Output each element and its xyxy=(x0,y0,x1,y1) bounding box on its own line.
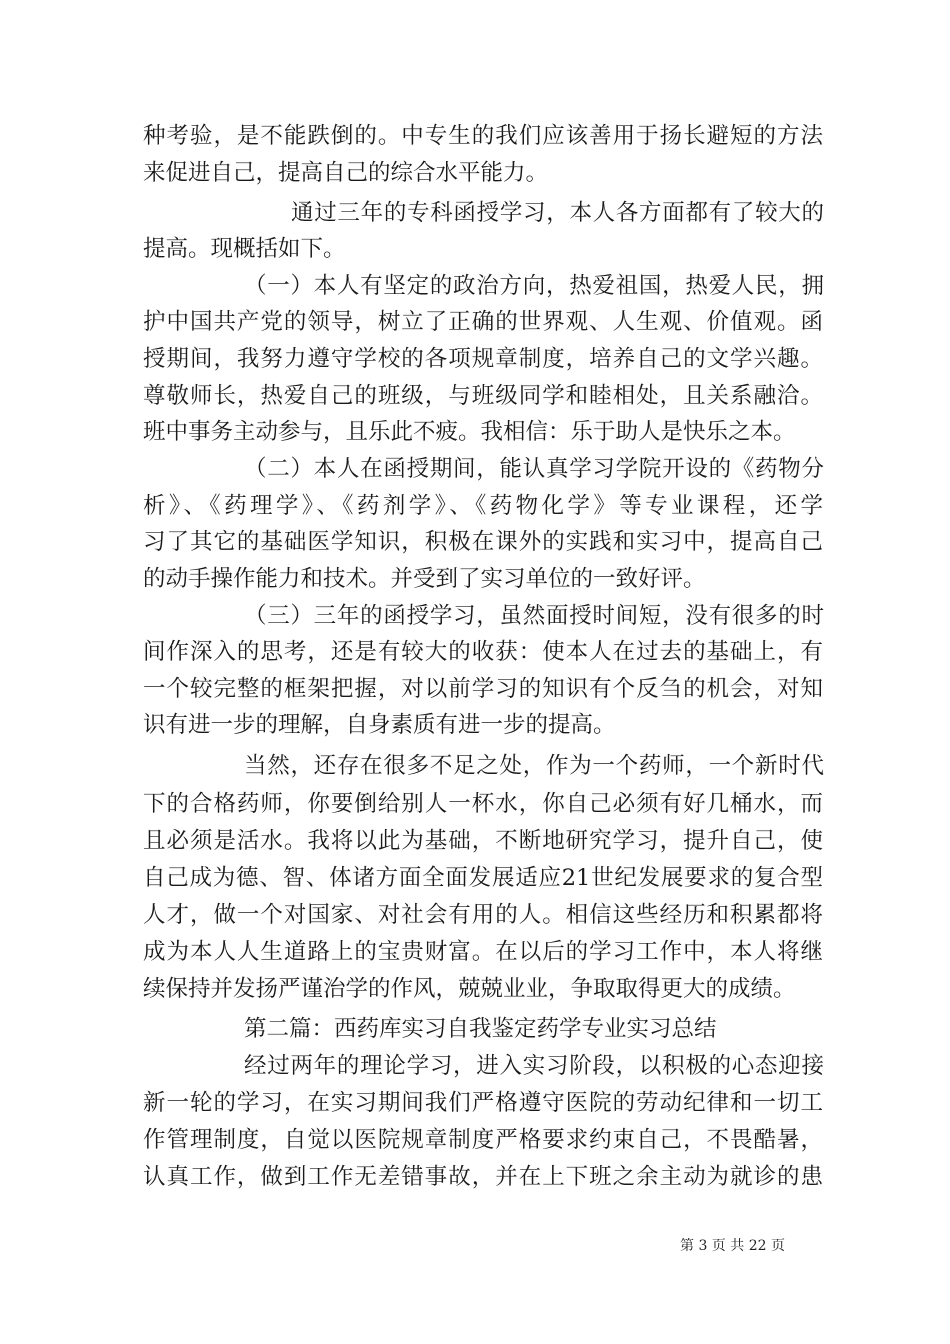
text-line: 且必须是活水。我将以此为基础，不断地研究学习，提升自己，使 xyxy=(143,828,823,854)
text-line: 班中事务主动参与，且乐此不疲。我相信：乐于助人是快乐之本。 xyxy=(143,419,796,445)
text-line: 成为本人人生道路上的宝贵财富。在以后的学习工作中，本人将继 xyxy=(143,939,823,965)
text-line: （一）本人有坚定的政治方向，热爱祖国，热爱人民，拥 xyxy=(244,273,824,299)
text-line: 通过三年的专科函授学习，本人各方面都有了较大的 xyxy=(291,200,824,226)
text-line: 人才，做一个对国家、对社会有用的人。相信这些经历和积累都将 xyxy=(143,902,823,928)
text-line: （三）三年的函授学习，虽然面授时间短，没有很多的时 xyxy=(244,603,824,629)
text-line: 析》、《药理学》、《药剂学》、《药物化学》等专业课程，还学 xyxy=(143,493,823,519)
text-line: 下的合格药师，你要倒给别人一杯水，你自己必须有好几桶水，而 xyxy=(143,791,823,817)
text-line: （二）本人在函授期间，能认真学习学院开设的《药物分 xyxy=(244,456,824,482)
text-line: 习了其它的基础医学知识，积极在课外的实践和实习中，提高自己 xyxy=(143,529,823,555)
text-line: 种考验，是不能跌倒的。中专生的我们应该善用于扬长避短的方法 xyxy=(143,123,823,149)
text-line: 认真工作，做到工作无差错事故，并在上下班之余主动为就诊的患 xyxy=(143,1164,823,1190)
text-line: 当然，还存在很多不足之处，作为一个药师，一个新时代 xyxy=(244,753,824,779)
text-line: 护中国共产党的领导，树立了正确的世界观、人生观、价值观。函 xyxy=(143,309,823,335)
text-line: 自己成为德、智、体诸方面全面发展适应21世纪发展要求的复合型 xyxy=(143,865,823,891)
text-line: 来促进自己，提高自己的综合水平能力。 xyxy=(143,160,549,186)
section-heading: 第二篇：西药库实习自我鉴定药学专业实习总结 xyxy=(244,1016,717,1042)
text-line: 间作深入的思考，还是有较大的收获：使本人在过去的基础上，有 xyxy=(143,639,823,665)
text-line: 一个较完整的框架把握，对以前学习的知识有个反刍的机会，对知 xyxy=(143,676,823,702)
text-line: 新一轮的学习，在实习期间我们严格遵守医院的劳动纪律和一切工 xyxy=(143,1090,823,1116)
text-line: 提高。现概括如下。 xyxy=(143,236,346,262)
text-line: 经过两年的理论学习，进入实习阶段，以积极的心态迎接 xyxy=(244,1053,824,1079)
text-line: 作管理制度，自觉以医院规章制度严格要求约束自己，不畏酷暑， xyxy=(143,1127,823,1153)
text-line: 续保持并发扬严谨治学的作风，兢兢业业，争取取得更大的成绩。 xyxy=(143,976,796,1002)
text-line: 的动手操作能力和技术。并受到了实习单位的一致好评。 xyxy=(143,566,706,592)
text-line: 识有进一步的理解，自身素质有进一步的提高。 xyxy=(143,712,616,738)
text-line: 授期间，我努力遵守学校的各项规章制度，培养自己的文学兴趣。 xyxy=(143,346,823,372)
page-number-footer: 第 3 页 共 22 页 xyxy=(680,1238,785,1254)
text-line: 尊敬师长，热爱自己的班级，与班级同学和睦相处，且关系融洽。 xyxy=(143,383,823,409)
